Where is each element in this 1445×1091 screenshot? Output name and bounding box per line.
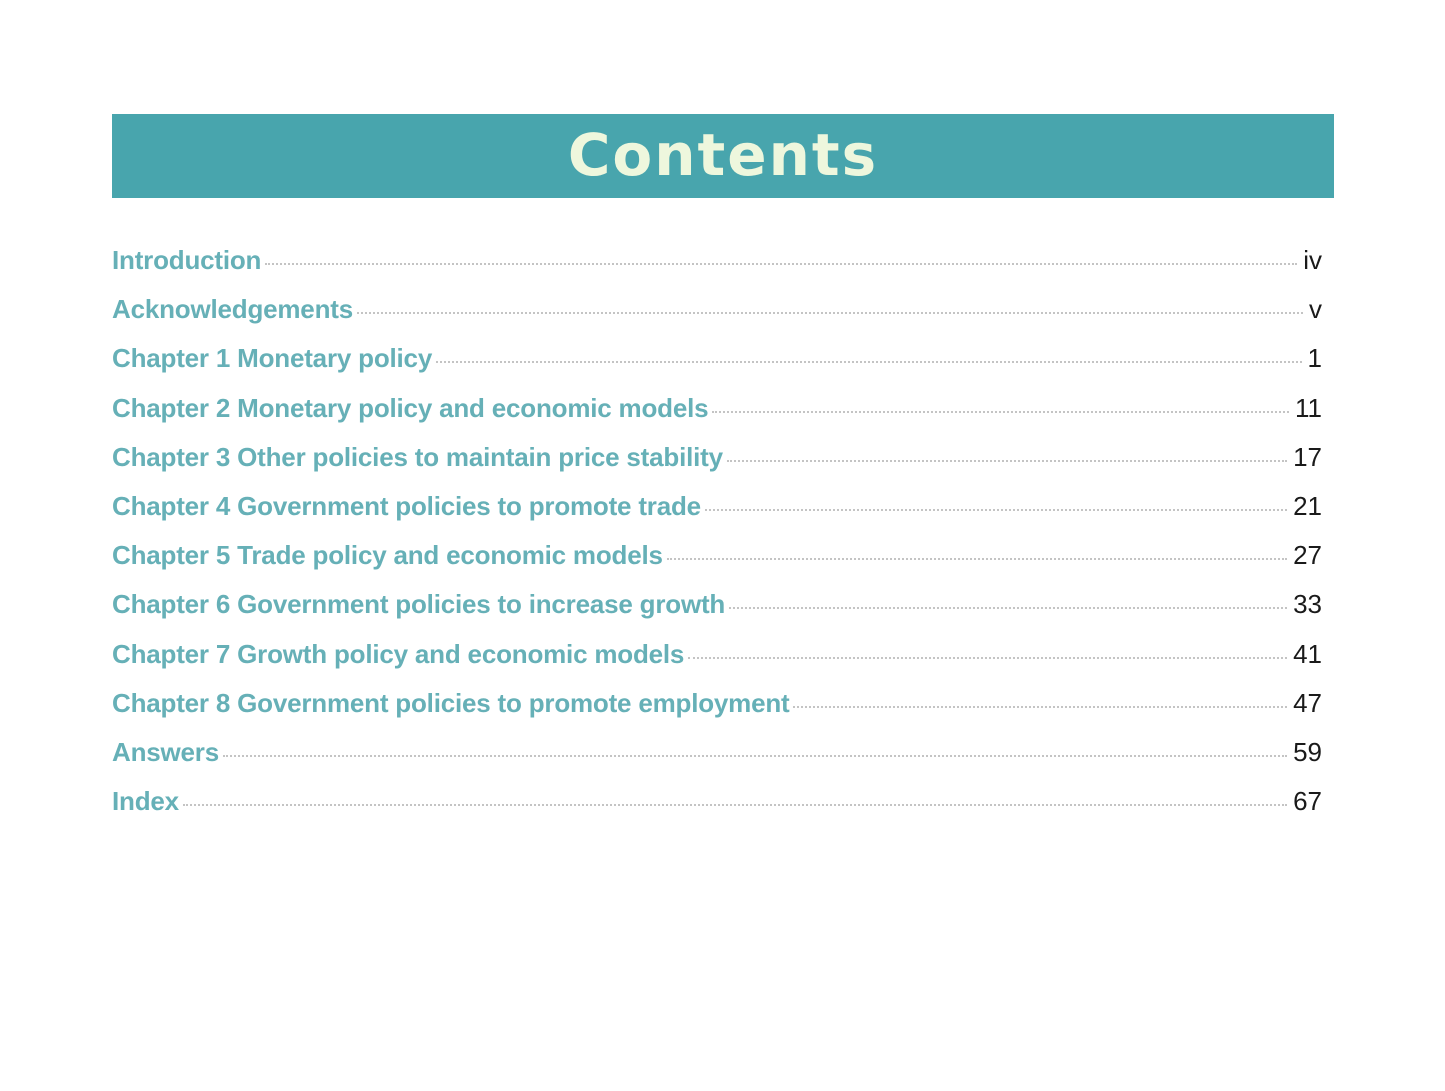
toc-entry-page-number: 21	[1293, 490, 1322, 521]
toc-entry-label: Chapter 3 Other policies to maintain price stability	[112, 441, 723, 472]
toc-entry-page-number: 11	[1295, 392, 1322, 423]
toc-entry-chapter-2[interactable]	[112, 388, 1322, 437]
toc-entry-page-number: iv	[1303, 245, 1322, 275]
dot-leader	[436, 361, 1301, 363]
toc-entry-answers[interactable]	[112, 732, 1322, 781]
toc-entry-label: Chapter 8 Government policies to promote employment	[112, 687, 790, 718]
toc-entry-chapter-5[interactable]	[112, 535, 1322, 584]
dot-leader	[265, 263, 1297, 265]
toc-entry-page-number: 41	[1293, 638, 1322, 669]
toc-entry-introduction[interactable]	[112, 240, 1322, 289]
dot-leader	[729, 607, 1287, 609]
dot-leader	[667, 558, 1287, 560]
toc-entry-chapter-4[interactable]	[112, 486, 1322, 535]
toc-entry-chapter-7[interactable]	[112, 634, 1322, 683]
toc-entry-label: Chapter 5 Trade policy and economic models	[112, 540, 663, 571]
dot-leader	[712, 411, 1289, 413]
toc-entry-label: Answers	[112, 736, 219, 767]
dot-leader	[357, 312, 1303, 314]
toc-entry-chapter-1[interactable]	[112, 338, 1322, 387]
toc-entry-page-number: 1	[1307, 343, 1322, 374]
toc-entry-label: Introduction	[112, 245, 262, 275]
dot-leader	[223, 755, 1287, 757]
toc-entry-page-number: 27	[1293, 540, 1322, 571]
toc-entry-page-number: 67	[1293, 786, 1322, 817]
toc-entry-chapter-3[interactable]	[112, 437, 1322, 486]
page-title: Contents	[567, 121, 879, 189]
contents-banner	[112, 114, 1334, 198]
toc-entry-label: Chapter 4 Government policies to promote trade	[112, 490, 701, 521]
toc-entry-page-number: v	[1309, 294, 1322, 325]
toc-entry-acknowledgements[interactable]	[112, 289, 1322, 338]
toc-entry-label: Chapter 2 Monetary policy and economic models	[112, 392, 709, 423]
toc-entry-chapter-6[interactable]	[112, 584, 1322, 633]
toc-entry-page-number: 33	[1293, 589, 1322, 620]
toc-entry-page-number: 47	[1293, 687, 1322, 718]
toc-entry-page-number: 17	[1293, 441, 1322, 472]
toc-entry-label: Chapter 1 Monetary policy	[112, 343, 433, 374]
toc-entry-index[interactable]	[112, 781, 1322, 830]
toc-entry-label: Chapter 7 Growth policy and economic models	[112, 638, 685, 669]
dot-leader	[727, 460, 1287, 462]
table-of-contents	[112, 240, 1322, 830]
toc-entry-label: Chapter 6 Government policies to increase growth	[112, 589, 726, 620]
dot-leader	[705, 509, 1287, 511]
toc-entry-label: Index	[112, 786, 179, 817]
toc-entry-label: Acknowledgements	[112, 294, 353, 325]
toc-entry-chapter-8[interactable]	[112, 683, 1322, 732]
toc-entry-page-number: 59	[1293, 736, 1322, 767]
dot-leader	[688, 657, 1287, 659]
dot-leader	[793, 706, 1287, 708]
dot-leader	[183, 804, 1287, 806]
